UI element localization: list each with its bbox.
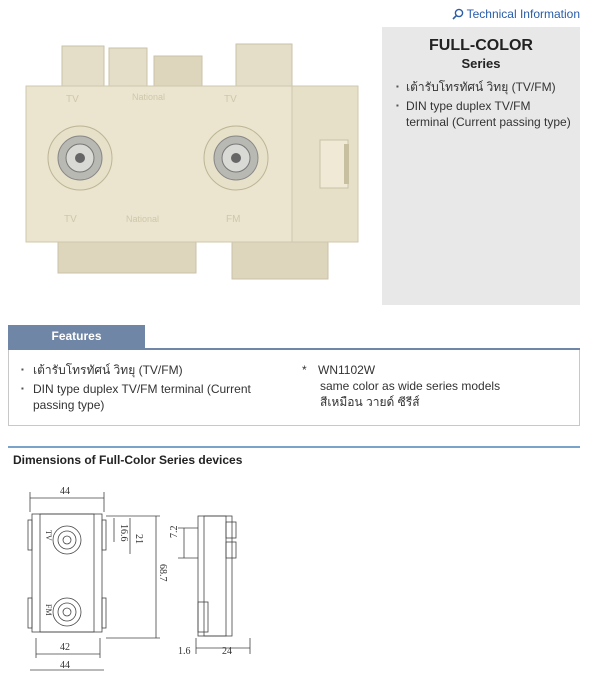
dim-24: 24 xyxy=(222,646,232,657)
product-subtitle: Series xyxy=(461,56,501,71)
dim-1-6: 1.6 xyxy=(178,646,191,657)
dim-42: 42 xyxy=(60,642,70,653)
dim-tv-label: TV xyxy=(44,530,53,541)
photo-label-right-top: TV xyxy=(224,94,237,105)
photo-label-right-bottom: FM xyxy=(226,214,241,225)
product-spec-panel xyxy=(382,27,580,305)
note-marker: * xyxy=(302,363,307,377)
photo-brand-bottom: National xyxy=(126,214,160,224)
dim-7-2: 7.2 xyxy=(169,525,180,538)
dim-16-6: 16.6 xyxy=(118,524,129,542)
dimension-drawing xyxy=(14,478,274,680)
dim-top-width: 44 xyxy=(60,486,70,497)
note-line: สีเหมือน วายด์ ซีรีส์ xyxy=(320,395,420,409)
photo-label-left-bottom: TV xyxy=(64,214,77,225)
spec-item: ▪ DIN type duplex TV/FM terminal (Current passing type) xyxy=(396,98,572,130)
model-code: WN1102W xyxy=(318,363,376,377)
technical-information-link[interactable] xyxy=(452,7,580,21)
photo-brand-top: National xyxy=(132,92,166,102)
product-photo xyxy=(14,36,374,288)
product-title: FULL-COLOR xyxy=(429,37,533,54)
technical-information-label: Technical Information xyxy=(466,7,580,21)
features-tab: Features xyxy=(8,325,145,348)
features-panel xyxy=(8,350,580,426)
photo-label-left-top: TV xyxy=(66,94,79,105)
spec-item: ▪ เต้ารับโทรทัศน์ วิทยุ (TV/FM) xyxy=(396,79,572,95)
note-line: same color as wide series models xyxy=(320,379,501,393)
feature-item: ▪ DIN type duplex TV/FM terminal (Current passing type) xyxy=(21,381,266,413)
dim-bottom-width: 44 xyxy=(60,660,70,671)
dimensions-title: Dimensions of Full-Color Series devices xyxy=(13,453,243,467)
dimensions-divider xyxy=(8,446,580,448)
product-spec-list xyxy=(382,79,580,130)
dim-fm-label: FM xyxy=(44,604,53,616)
features-note xyxy=(302,362,572,410)
dim-21: 21 xyxy=(133,534,144,544)
features-list xyxy=(21,362,266,416)
search-icon xyxy=(452,8,464,20)
feature-item: ▪ เต้ารับโทรทัศน์ วิทยุ (TV/FM) xyxy=(21,362,266,378)
dim-68-7: 68.7 xyxy=(157,564,168,582)
